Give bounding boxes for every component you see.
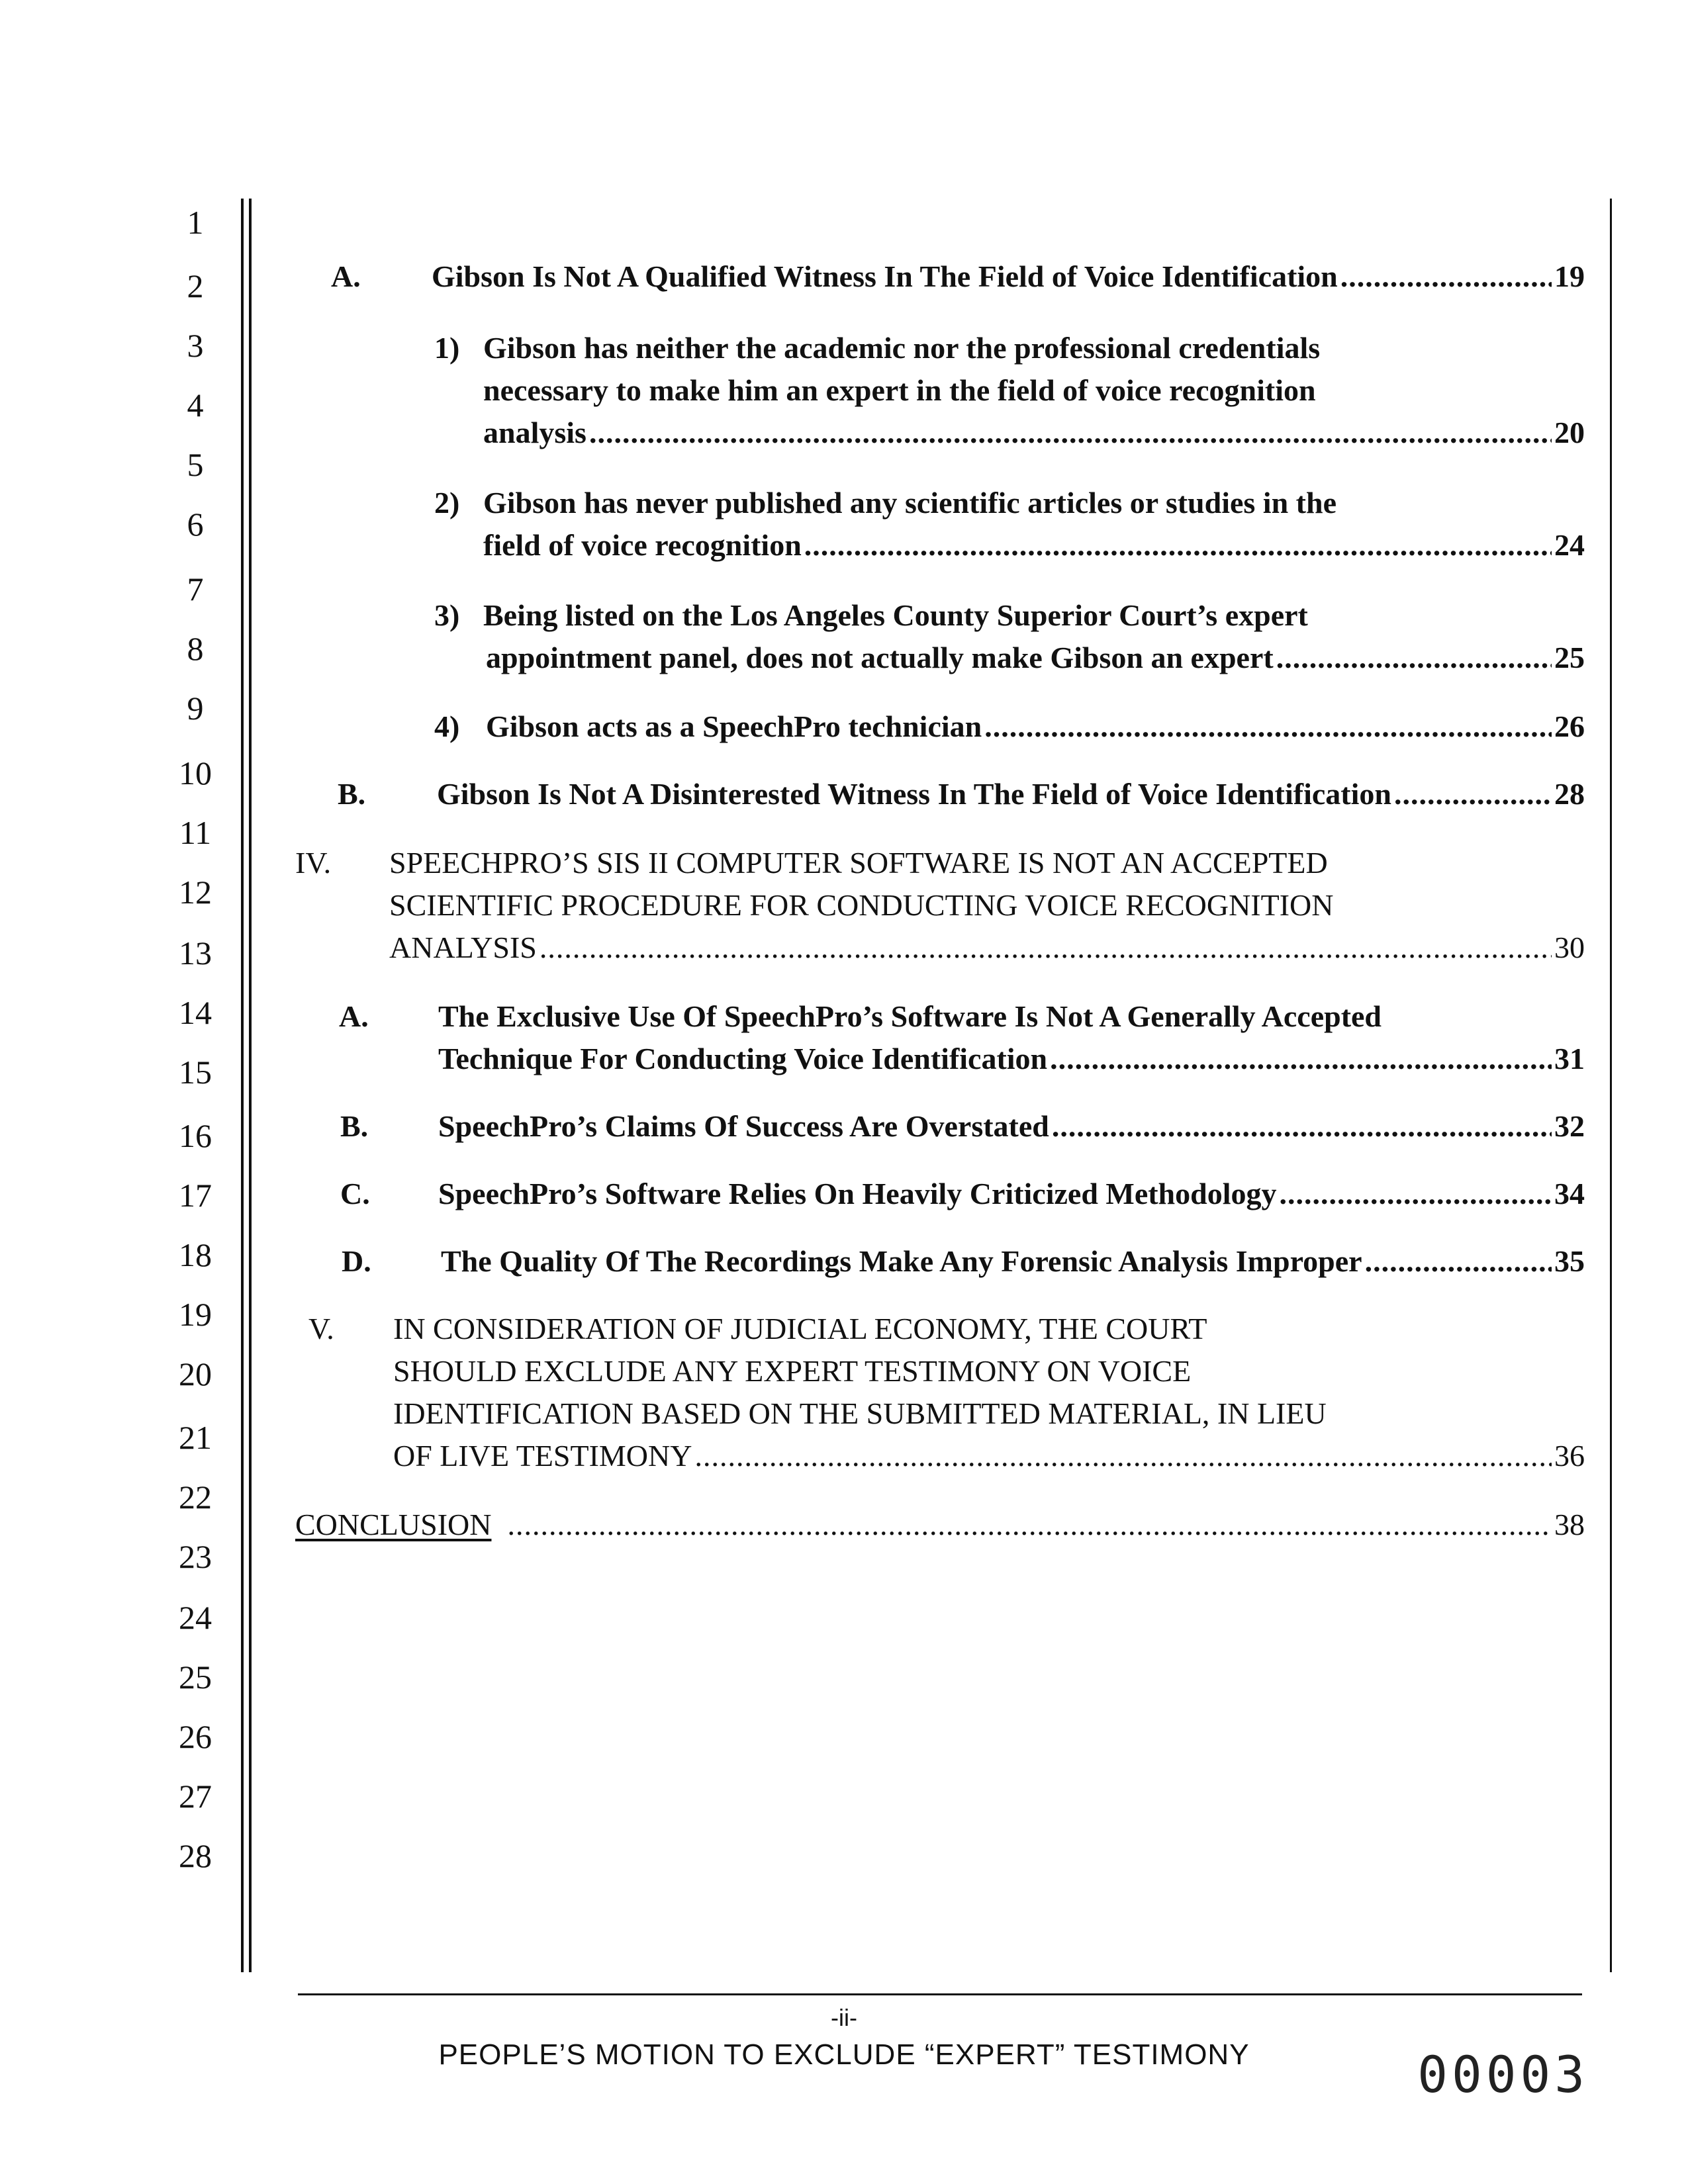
pleading-left-rule-outer bbox=[241, 199, 244, 1972]
dot-leader bbox=[1050, 1038, 1552, 1080]
dot-leader bbox=[1365, 1240, 1552, 1283]
toc-entry-line bbox=[483, 412, 1585, 454]
toc-entry-label: 2) bbox=[434, 486, 460, 520]
line-number: 5 bbox=[187, 446, 204, 483]
line-number: 12 bbox=[179, 874, 212, 911]
line-number: 13 bbox=[179, 934, 212, 972]
toc-entry-title: Gibson Is Not A Disinterested Witness In The Field of Voice Identification bbox=[437, 777, 1391, 811]
toc-entry-title-line: ANALYSIS bbox=[389, 931, 537, 964]
toc-entry-label: A. bbox=[339, 999, 369, 1033]
line-number: 1 bbox=[187, 204, 204, 241]
line-number: 2 bbox=[187, 267, 204, 304]
line-number: 19 bbox=[179, 1296, 212, 1333]
dot-leader bbox=[984, 705, 1552, 748]
line-number: 20 bbox=[179, 1355, 212, 1392]
toc-entry-label: B. bbox=[338, 777, 366, 811]
line-number: 28 bbox=[179, 1837, 212, 1874]
toc-entry-title: Gibson Is Not A Qualified Witness In The Field of Voice Identification bbox=[432, 259, 1338, 293]
toc-entry-title: Gibson acts as a SpeechPro technician bbox=[486, 709, 982, 743]
dot-leader bbox=[507, 1504, 1552, 1546]
toc-entry-title-line: IDENTIFICATION BASED ON THE SUBMITTED MATERIAL, IN LIEU bbox=[393, 1396, 1327, 1430]
line-number: 7 bbox=[187, 570, 204, 608]
line-number: 21 bbox=[179, 1419, 212, 1456]
dot-leader bbox=[1394, 773, 1552, 815]
dot-leader bbox=[1276, 637, 1552, 679]
toc-entry-title: The Quality Of The Recordings Make Any Forensic Analysis Improper bbox=[441, 1244, 1362, 1278]
toc-page-number: 20 bbox=[1554, 416, 1585, 449]
toc-entry-title-line: SCIENTIFIC PROCEDURE FOR CONDUCTING VOICE RECOGNITION bbox=[389, 888, 1334, 922]
line-number: 10 bbox=[179, 754, 212, 792]
toc-entry-title: CONCLUSION bbox=[295, 1508, 492, 1541]
line-number: 16 bbox=[179, 1117, 212, 1154]
line-number: 15 bbox=[179, 1054, 212, 1091]
toc-page-number: 30 bbox=[1554, 931, 1585, 964]
toc-page-number: 34 bbox=[1554, 1177, 1585, 1210]
line-number: 9 bbox=[187, 690, 204, 727]
toc-entry-title-line: necessary to make him an expert in the field of voice recognition bbox=[483, 373, 1316, 407]
line-number: 18 bbox=[179, 1236, 212, 1273]
bates-stamp: 00003 bbox=[1417, 2045, 1589, 2104]
toc-entry-label: 1) bbox=[434, 331, 460, 365]
toc-entry-line bbox=[438, 1105, 1585, 1148]
toc-page-number: 38 bbox=[1554, 1508, 1585, 1541]
toc-entry-title-line: SHOULD EXCLUDE ANY EXPERT TESTIMONY ON VOICE bbox=[393, 1354, 1192, 1388]
toc-entry-label: D. bbox=[342, 1244, 371, 1278]
toc-entry-label: C. bbox=[340, 1177, 370, 1210]
toc-entry-title-line: Being listed on the Los Angeles County Superior Court’s expert bbox=[483, 598, 1308, 632]
toc-entry-line bbox=[437, 773, 1585, 815]
line-number: 11 bbox=[179, 814, 212, 851]
toc-page-number: 32 bbox=[1554, 1109, 1585, 1143]
line-number: 17 bbox=[179, 1177, 212, 1214]
dot-leader bbox=[589, 412, 1552, 454]
toc-entry-label: IV. bbox=[295, 846, 332, 880]
toc-entry-line bbox=[393, 1435, 1585, 1477]
toc-entry-line bbox=[438, 1038, 1585, 1080]
toc-entry-line bbox=[486, 637, 1585, 679]
toc-entry-title-line: field of voice recognition bbox=[483, 528, 802, 562]
footer-rule bbox=[298, 1993, 1582, 1995]
toc-entry-line bbox=[389, 927, 1585, 969]
toc-page-number: 31 bbox=[1554, 1042, 1585, 1075]
toc-entry-line bbox=[432, 255, 1585, 298]
toc-page-number: 36 bbox=[1554, 1439, 1585, 1473]
line-number: 22 bbox=[179, 1479, 212, 1516]
footer-document-title: PEOPLE’S MOTION TO EXCLUDE “EXPERT” TESTIMONY bbox=[438, 2038, 1250, 2071]
pleading-left-rule-inner bbox=[249, 199, 252, 1972]
line-number: 24 bbox=[179, 1599, 212, 1636]
toc-page-number: 26 bbox=[1554, 709, 1585, 743]
toc-entry-label: A. bbox=[331, 259, 361, 293]
dot-leader bbox=[1340, 255, 1552, 298]
toc-entry-title: SpeechPro’s Software Relies On Heavily Criticized Methodology bbox=[438, 1177, 1277, 1210]
line-number: 14 bbox=[179, 994, 212, 1031]
dot-leader bbox=[804, 524, 1552, 567]
line-number: 26 bbox=[179, 1718, 212, 1755]
dot-leader bbox=[1052, 1105, 1552, 1148]
toc-entry-label: B. bbox=[340, 1109, 369, 1143]
line-number: 8 bbox=[187, 630, 204, 667]
toc-entry-label: 4) bbox=[434, 709, 460, 743]
toc-entry-title-line: Gibson has neither the academic nor the professional credentials bbox=[483, 331, 1321, 365]
toc-entry-title-line: IN CONSIDERATION OF JUDICIAL ECONOMY, THE COURT bbox=[393, 1312, 1207, 1345]
toc-entry-title-line: The Exclusive Use Of SpeechPro’s Software Is Not A Generally Accepted bbox=[438, 999, 1382, 1033]
toc-entry-title-line: appointment panel, does not actually make Gibson an expert bbox=[486, 641, 1274, 674]
toc-entry-title-line: SPEECHPRO’S SIS II COMPUTER SOFTWARE IS NOT AN ACCEPTED bbox=[389, 846, 1328, 880]
toc-entry-title-line: OF LIVE TESTIMONY bbox=[393, 1439, 692, 1473]
line-number: 23 bbox=[179, 1538, 212, 1575]
toc-entry-line bbox=[438, 1173, 1585, 1215]
toc-entry-label: V. bbox=[308, 1312, 334, 1345]
toc-page-number: 28 bbox=[1554, 777, 1585, 811]
line-number: 25 bbox=[179, 1659, 212, 1696]
line-number: 3 bbox=[187, 327, 204, 364]
toc-entry-line bbox=[441, 1240, 1585, 1283]
toc-entry-line bbox=[295, 1504, 1585, 1546]
toc-entry-line bbox=[483, 524, 1585, 567]
toc-page-number: 35 bbox=[1554, 1244, 1585, 1278]
toc-entry-title-line: analysis bbox=[483, 416, 586, 449]
toc-page-number: 19 bbox=[1554, 259, 1585, 293]
toc-page-number: 24 bbox=[1554, 528, 1585, 562]
line-number: 6 bbox=[187, 506, 204, 543]
footer-page-number: -ii- bbox=[831, 2004, 857, 2031]
toc-page-number: 25 bbox=[1554, 641, 1585, 674]
line-number: 27 bbox=[179, 1778, 212, 1815]
dot-leader bbox=[1280, 1173, 1552, 1215]
dot-leader bbox=[694, 1435, 1552, 1477]
toc-entry-title-line: Technique For Conducting Voice Identification bbox=[438, 1042, 1048, 1075]
line-number: 4 bbox=[187, 387, 204, 424]
pleading-right-rule bbox=[1610, 199, 1612, 1972]
toc-entry-title: SpeechPro’s Claims Of Success Are Overstated bbox=[438, 1109, 1049, 1143]
toc-entry-line bbox=[486, 705, 1585, 748]
toc-entry-title-line: Gibson has never published any scientific articles or studies in the bbox=[483, 486, 1336, 520]
toc-entry-label: 3) bbox=[434, 598, 460, 632]
dot-leader bbox=[539, 927, 1552, 969]
